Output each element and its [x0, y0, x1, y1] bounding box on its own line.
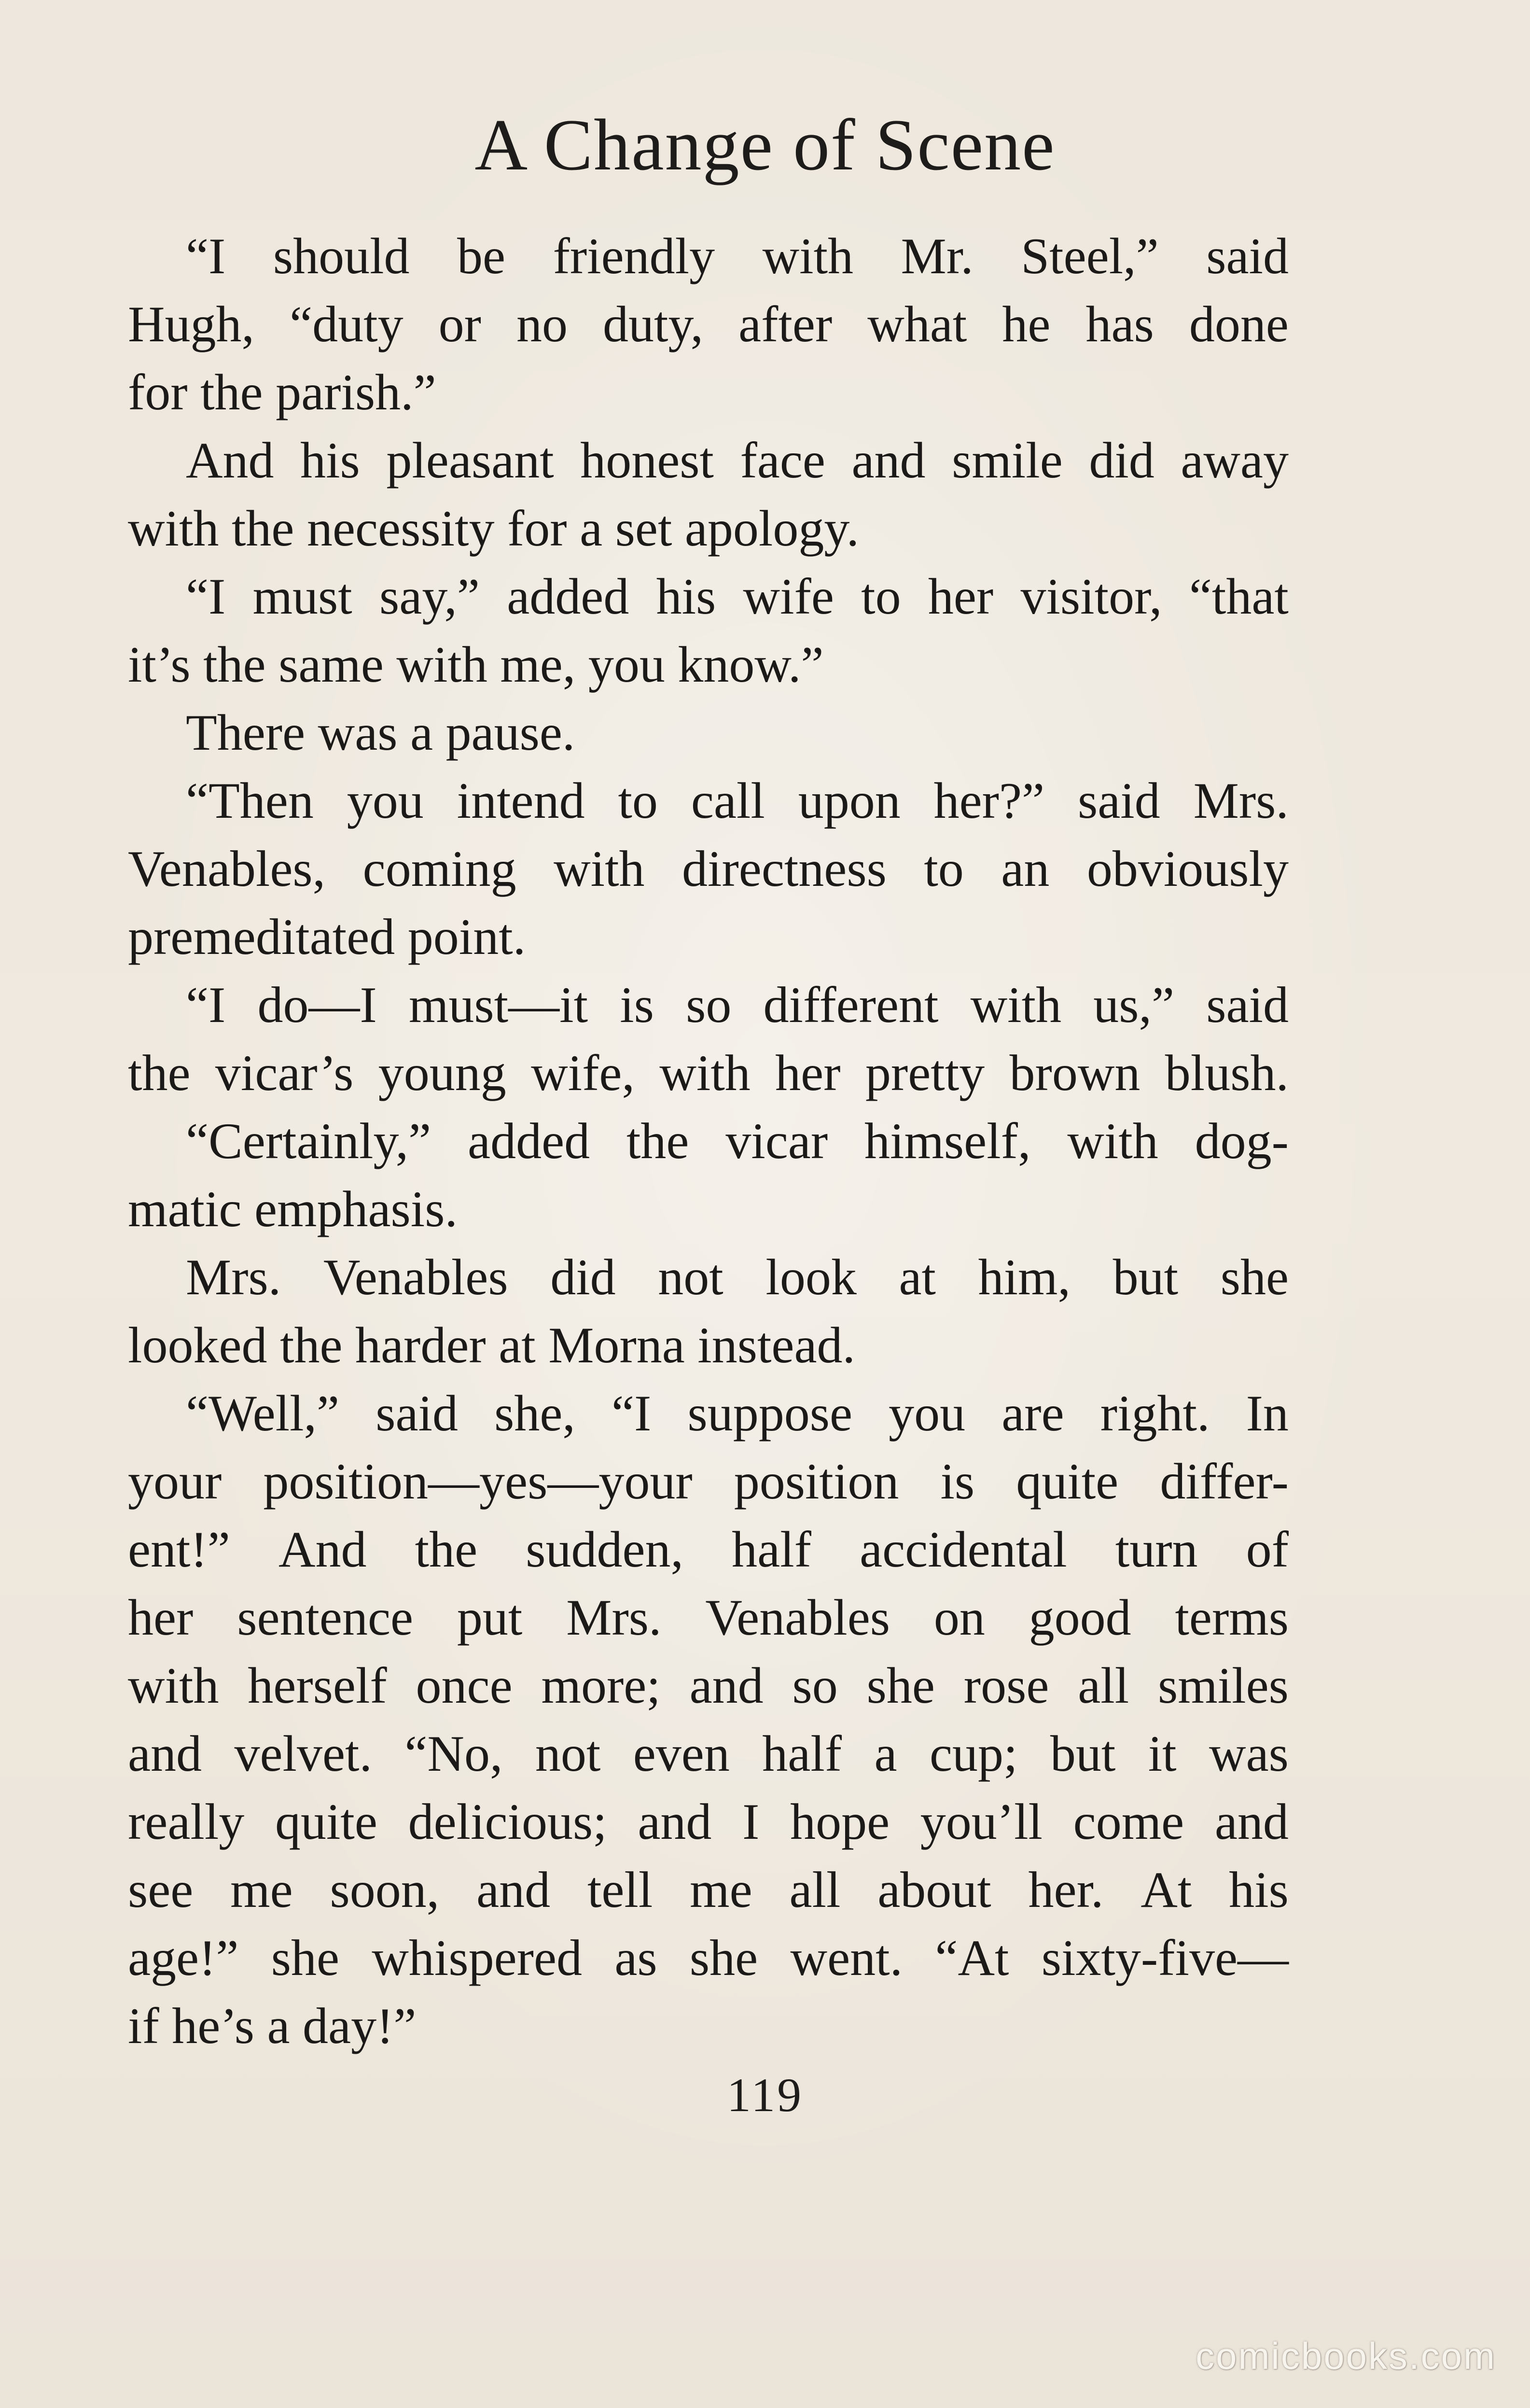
word: Steel,”	[1021, 228, 1159, 284]
word: she	[1220, 1249, 1289, 1305]
word: it	[1148, 1725, 1177, 1782]
word: Venables	[323, 1249, 508, 1305]
word: honest	[580, 432, 714, 489]
word: obviously	[1086, 840, 1289, 897]
word: coming	[362, 840, 516, 897]
word: her.	[1028, 1862, 1104, 1918]
word: are	[1001, 1385, 1064, 1442]
word: put	[457, 1589, 523, 1646]
word: but	[1113, 1249, 1179, 1305]
word: ent!”	[128, 1521, 230, 1578]
word: an	[1001, 840, 1050, 897]
word: with	[128, 1657, 219, 1714]
word: looked the harder at Morna instead.	[128, 1317, 856, 1373]
word: “I	[186, 228, 226, 284]
word: all	[1078, 1657, 1129, 1714]
word: with the necessity for a set apology.	[128, 500, 860, 557]
word: went.	[790, 1930, 903, 1986]
word: if he’s a day!”	[128, 1998, 417, 2054]
text-line	[128, 1447, 1289, 1515]
word: “At	[935, 1930, 1009, 1986]
text-line	[128, 358, 1289, 426]
word: the	[415, 1521, 478, 1578]
word: “Well,”	[186, 1385, 340, 1442]
text-line	[128, 903, 1289, 971]
word: turn	[1115, 1521, 1198, 1578]
word: There was a pause.	[186, 704, 575, 761]
paragraph	[128, 699, 1289, 767]
word: call	[691, 772, 765, 829]
word: say,”	[379, 568, 480, 625]
word: dog-	[1195, 1113, 1289, 1169]
word: be	[457, 228, 506, 284]
text-line	[128, 1311, 1289, 1379]
text-line	[128, 1924, 1289, 1992]
word: herself	[248, 1657, 387, 1714]
text-line	[128, 222, 1289, 290]
word: vicar’s	[215, 1045, 354, 1101]
word: pleasant	[386, 432, 554, 489]
word: And	[278, 1521, 367, 1578]
word: not	[658, 1249, 723, 1305]
text-line	[128, 1652, 1289, 1720]
text-line	[128, 1583, 1289, 1652]
word: wife,	[531, 1045, 635, 1101]
paragraph	[128, 562, 1289, 699]
word: “duty	[290, 296, 403, 352]
word: look	[765, 1249, 857, 1305]
word: sudden,	[526, 1521, 684, 1578]
word: In	[1246, 1385, 1289, 1442]
text-line	[128, 630, 1289, 699]
word: hope	[790, 1793, 890, 1850]
word: to	[924, 840, 964, 897]
word: as	[614, 1930, 657, 1986]
word: away	[1181, 432, 1289, 489]
word: position—yes—your	[263, 1453, 693, 1510]
word: added	[507, 568, 629, 625]
word: she	[689, 1930, 758, 1986]
word: quite	[1016, 1453, 1119, 1510]
word: really	[128, 1793, 245, 1850]
word: Mrs.	[566, 1589, 662, 1646]
word: “I	[186, 568, 226, 625]
word: brown	[1009, 1045, 1141, 1101]
word: said	[1206, 977, 1289, 1033]
word: quite	[275, 1793, 377, 1850]
word: is	[620, 977, 654, 1033]
word: do—I	[257, 977, 377, 1033]
word: duty,	[603, 296, 704, 352]
word: and	[476, 1862, 551, 1918]
word: about	[877, 1862, 991, 1918]
word: all	[789, 1862, 841, 1918]
word: half	[732, 1521, 811, 1578]
word: after	[738, 296, 833, 352]
word: did	[550, 1249, 616, 1305]
word: himself,	[864, 1113, 1031, 1169]
word: to	[861, 568, 901, 625]
word: and	[638, 1793, 712, 1850]
text-line	[128, 1992, 1289, 2060]
word: upon	[798, 772, 901, 829]
word: you	[889, 1385, 966, 1442]
word: matic emphasis.	[128, 1181, 458, 1237]
word: once	[416, 1657, 513, 1714]
word: done	[1189, 296, 1289, 352]
word: must—it	[408, 977, 588, 1033]
word: for the parish.”	[128, 364, 436, 420]
word: she	[271, 1930, 340, 1986]
text-line	[128, 494, 1289, 562]
word: face	[740, 432, 825, 489]
word: the	[128, 1045, 191, 1101]
word: on	[933, 1589, 985, 1646]
word: “No,	[404, 1725, 503, 1782]
word: accidental	[860, 1521, 1067, 1578]
word: you’ll	[920, 1793, 1043, 1850]
word: “I	[612, 1385, 652, 1442]
word: with	[1067, 1113, 1158, 1169]
paragraph	[128, 971, 1289, 1107]
word: but	[1050, 1725, 1116, 1782]
word: of	[1246, 1521, 1289, 1578]
word: he	[1002, 296, 1051, 352]
word: must	[252, 568, 352, 625]
word: and	[1214, 1793, 1289, 1850]
paragraph	[128, 222, 1289, 426]
text-line	[128, 290, 1289, 358]
word: wife	[743, 568, 834, 625]
word: said	[1077, 772, 1160, 829]
text-line	[128, 1515, 1289, 1583]
word: she,	[494, 1385, 575, 1442]
page-number: 119	[726, 2068, 804, 2122]
word: tell	[587, 1862, 653, 1918]
word: At	[1141, 1862, 1192, 1918]
word: “Then	[186, 772, 314, 829]
word: with	[659, 1045, 751, 1101]
word: her	[928, 568, 994, 625]
word: his	[1229, 1862, 1289, 1918]
word: me	[690, 1862, 752, 1918]
text-line	[128, 1039, 1289, 1107]
word: velvet.	[234, 1725, 372, 1782]
text-line	[128, 1107, 1289, 1175]
word: young	[378, 1045, 506, 1101]
word: at	[899, 1249, 936, 1305]
word: what	[867, 296, 967, 352]
word: vicar	[725, 1113, 828, 1169]
word: her	[775, 1045, 841, 1101]
word: “that	[1189, 568, 1289, 625]
word: right.	[1100, 1385, 1210, 1442]
word: intend	[457, 772, 585, 829]
word: the	[626, 1113, 689, 1169]
word: rose	[963, 1657, 1049, 1714]
word: I	[742, 1793, 760, 1850]
text-line	[128, 835, 1289, 903]
text-line	[128, 1243, 1289, 1311]
word: pretty	[865, 1045, 985, 1101]
word: and	[128, 1725, 202, 1782]
paragraph	[128, 1107, 1289, 1243]
word: Mr.	[901, 228, 974, 284]
text-line	[128, 971, 1289, 1039]
word: suppose	[687, 1385, 853, 1442]
word: with	[554, 840, 645, 897]
word: so	[686, 977, 732, 1033]
word: and	[851, 432, 926, 489]
word: Venables,	[128, 840, 326, 897]
paragraph	[128, 1243, 1289, 1379]
text-line	[128, 1788, 1289, 1856]
running-head: A Change of Scene	[474, 104, 1056, 185]
word: no	[516, 296, 568, 352]
paragraph	[128, 1379, 1289, 2060]
word: soon,	[330, 1862, 440, 1918]
word: premeditated point.	[128, 909, 526, 965]
word: is	[940, 1453, 975, 1510]
word: has	[1085, 296, 1154, 352]
word: so	[792, 1657, 838, 1714]
word: even	[633, 1725, 730, 1782]
word: And	[186, 432, 274, 489]
word: or	[438, 296, 481, 352]
word: added	[468, 1113, 590, 1169]
text-line	[128, 1379, 1289, 1447]
word: smiles	[1158, 1657, 1289, 1714]
word: position	[734, 1453, 899, 1510]
word: sixty-five—	[1041, 1930, 1289, 1986]
text-line	[128, 1720, 1289, 1788]
word: it’s the same with me, you know.”	[128, 636, 824, 693]
text-line	[128, 562, 1289, 630]
word: she	[866, 1657, 935, 1714]
word: did	[1089, 432, 1154, 489]
word: Mrs.	[1193, 772, 1289, 829]
word: me	[230, 1862, 293, 1918]
word: blush.	[1165, 1045, 1289, 1101]
word: a	[874, 1725, 897, 1782]
word: sentence	[237, 1589, 414, 1646]
word: with	[970, 977, 1062, 1033]
text-line	[128, 699, 1289, 767]
word: said	[1206, 228, 1289, 284]
word: more;	[541, 1657, 661, 1714]
text-line	[128, 1175, 1289, 1243]
word: Venables	[705, 1589, 890, 1646]
body-text	[128, 222, 1289, 2060]
text-line	[128, 767, 1289, 835]
paragraph	[128, 767, 1289, 971]
word: “Certainly,”	[186, 1113, 431, 1169]
word: was	[1209, 1725, 1289, 1782]
word: with	[762, 228, 854, 284]
word: cup;	[929, 1725, 1018, 1782]
word: her?”	[933, 772, 1045, 829]
word: Mrs.	[186, 1249, 281, 1305]
word: said	[376, 1385, 458, 1442]
word: good	[1029, 1589, 1131, 1646]
word: see	[128, 1862, 194, 1918]
text-line	[128, 426, 1289, 494]
word: smile	[952, 432, 1063, 489]
word: terms	[1175, 1589, 1289, 1646]
word: visitor,	[1020, 568, 1162, 625]
word: him,	[978, 1249, 1071, 1305]
word: different	[763, 977, 939, 1033]
word: age!”	[128, 1930, 239, 1986]
word: Hugh,	[128, 296, 255, 352]
text-line	[128, 1856, 1289, 1924]
word: whispered	[372, 1930, 583, 1986]
word: and	[689, 1657, 764, 1714]
word: to	[618, 772, 658, 829]
word: should	[273, 228, 410, 284]
word: us,”	[1093, 977, 1175, 1033]
word: friendly	[553, 228, 715, 284]
word: come	[1073, 1793, 1184, 1850]
word: delicious;	[408, 1793, 607, 1850]
word: your	[128, 1453, 222, 1510]
word: differ-	[1160, 1453, 1289, 1510]
word: half	[762, 1725, 842, 1782]
word: “I	[186, 977, 226, 1033]
word: not	[535, 1725, 601, 1782]
word: you	[347, 772, 424, 829]
site-watermark: comicbooks.com	[1196, 2335, 1496, 2377]
word: his	[656, 568, 716, 625]
word: directness	[682, 840, 887, 897]
word: his	[300, 432, 360, 489]
word: her	[128, 1589, 194, 1646]
paragraph	[128, 426, 1289, 562]
